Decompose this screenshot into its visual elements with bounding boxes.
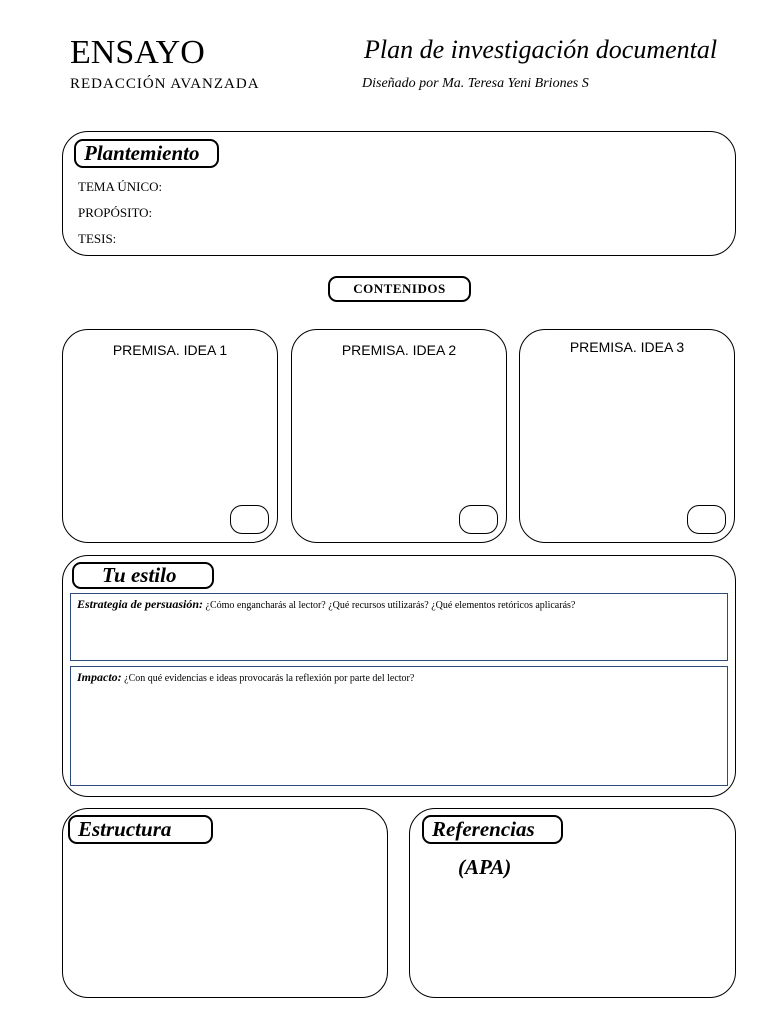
contenidos-heading: CONTENIDOS [328,276,471,302]
premisa-idea-2-label: PREMISA. IDEA 2 [341,342,457,358]
proposito-field[interactable]: PROPÓSITO: [78,205,153,220]
document-title: ENSAYO [70,34,205,71]
idea-1-corner-box[interactable] [230,505,269,534]
designer-credit: Diseñado por Ma. Teresa Yeni Briones S [362,76,589,91]
premisa-idea-3-box[interactable] [519,329,735,543]
tesis-field[interactable]: TESIS: [78,231,117,246]
impacto-field[interactable] [70,666,728,786]
tema-unico-field[interactable]: TEMA ÚNICO: [78,179,163,194]
referencias-heading: Referencias [422,815,563,844]
premisa-idea-2-box[interactable] [291,329,507,543]
tu-estilo-heading: Tu estilo [72,562,214,589]
planteamiento-heading: Plantemiento [74,139,219,168]
estructura-heading: Estructura [68,815,213,844]
impacto-label: Impacto: [77,670,122,684]
premisa-idea-1-box[interactable] [62,329,278,543]
estrategia-prompt: ¿Cómo engancharás al lector? ¿Qué recursos utilizarás? ¿Qué elementos retóricos aplicarás? [203,600,576,611]
premisa-idea-3-label: PREMISA. IDEA 3 [569,339,685,355]
estrategia-field[interactable] [70,593,728,661]
idea-3-corner-box[interactable] [687,505,726,534]
premisa-idea-1-label: PREMISA. IDEA 1 [112,342,228,358]
apa-format-label: (APA) [458,855,512,879]
document-subtitle: REDACCIÓN AVANZADA [70,76,260,92]
plan-title: Plan de investigación documental [364,35,718,64]
impacto-prompt: ¿Con qué evidencias e ideas provocarás la reflexión por parte del lector? [121,673,415,684]
estrategia-label: Estrategia de persuasión: [77,597,204,611]
idea-2-corner-box[interactable] [459,505,498,534]
